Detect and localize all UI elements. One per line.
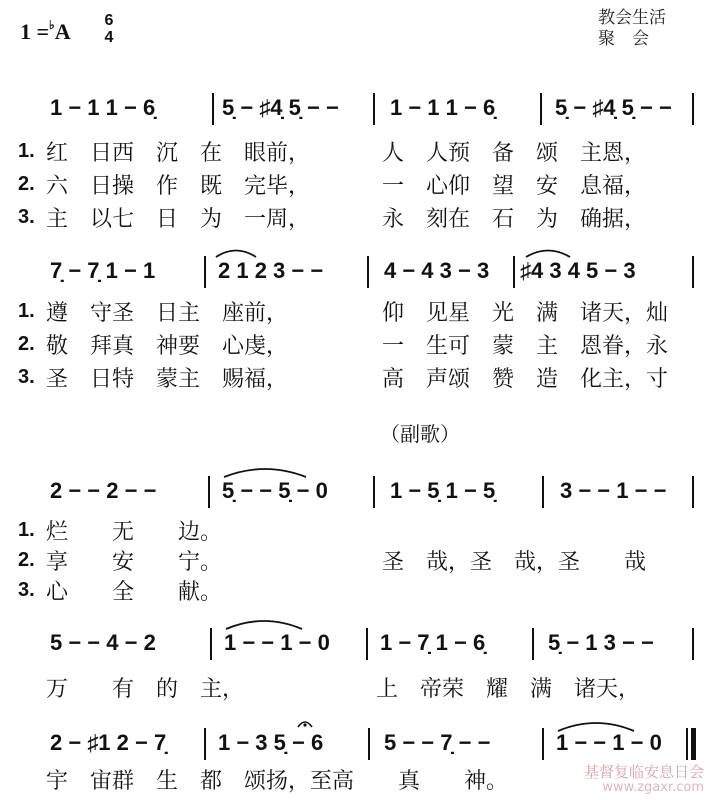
barline	[212, 93, 214, 125]
notes-row-4-m1: 5 − − 4 − 2	[50, 630, 156, 655]
barline	[542, 728, 544, 760]
barline	[373, 93, 375, 125]
chorus-lyric-line: 宇 宙群 生 都 颂扬，至高 真 神。	[46, 769, 509, 794]
notes-row-3-m1: 2 − − 2 − −	[50, 478, 157, 503]
notes-row-5-m1: 2 − ♯1 2 − 7̣	[50, 730, 167, 755]
barline	[366, 628, 368, 660]
barline	[210, 628, 212, 660]
barline	[208, 476, 210, 508]
barline	[692, 256, 694, 288]
barline	[692, 628, 694, 660]
lyric-line: 享 安 宁。	[46, 550, 223, 575]
notes-row-1-m4: 5̣ − ♯4̣ 5̣ − −	[555, 95, 672, 120]
fermata-icon	[296, 716, 314, 728]
notes-row-2-m1: 7̣ − 7̣ 1 − 1	[50, 258, 156, 283]
chorus-lyric-line: 上 帝荣 耀 满 诸天，	[376, 677, 641, 702]
lyric-line: 敬 拜真 神要 心虔，	[46, 334, 289, 359]
notes-row-2-m4: ♯4 3 4 5 − 3	[520, 258, 636, 283]
barline	[692, 93, 694, 125]
notes-row-1-m3: 1 − 1 1 − 6̣	[390, 95, 496, 120]
barline	[367, 256, 369, 288]
lyric-line: 人 人预 备 颂 主恩，	[382, 141, 647, 166]
source-label: 教会生活 聚 会	[598, 8, 666, 49]
lyric-line: 一 心仰 望 安 息福，	[382, 174, 647, 199]
verse-number: 1.	[18, 140, 35, 162]
lyric-line: 仰 见星 光 满 诸天，灿	[382, 301, 669, 326]
barline	[204, 728, 206, 760]
barline	[373, 476, 375, 508]
final-barline-thin	[686, 728, 688, 760]
notes-row-5-m2: 1 − 3 5̣ − 6	[218, 730, 324, 755]
barline	[540, 93, 542, 125]
notes-row-5-m4: 1 − − 1 − 0	[556, 730, 662, 755]
notes-row-1-m1: 1 − 1 1 − 6̣	[50, 95, 156, 120]
slur	[524, 246, 572, 258]
verse-number: 2.	[18, 333, 35, 355]
watermark: 基督复临安息日会 www.zgaxr.com	[583, 763, 704, 795]
verse-number: 3.	[18, 366, 35, 388]
lyric-line: 永 刻在 石 为 确据，	[382, 207, 647, 232]
slur	[214, 246, 258, 258]
lyric-line: 主 以七 日 为 一周，	[46, 207, 311, 232]
tie	[222, 464, 308, 478]
barline	[532, 628, 534, 660]
chorus-lyric-line: 万 有 的 主，	[46, 677, 245, 702]
notes-row-4-m3: 1 − 7̣ 1 − 6̣	[380, 630, 486, 655]
barline	[204, 256, 206, 288]
notes-row-4-m2: 1 − − 1 − 0	[224, 630, 330, 655]
barline	[513, 256, 515, 288]
verse-number: 2.	[18, 173, 35, 195]
tie	[224, 616, 304, 630]
notes-row-2-m2: 2 1 2 3 − −	[218, 258, 324, 283]
notes-row-1-m2: 5̣ − ♯4̣ 5̣ − −	[222, 95, 339, 120]
lyric-line: 高 声颂 赞 造 化主，寸	[382, 367, 669, 392]
lyric-line: 红 日西 沉 在 眼前，	[46, 141, 311, 166]
notes-row-3-m4: 3 − − 1 − −	[560, 478, 667, 503]
verse-number: 1.	[18, 519, 35, 541]
lyric-line: 烂 无 边。	[46, 520, 223, 545]
verse-number: 3.	[18, 579, 35, 601]
notes-row-4-m4: 5̣ − 1 3 − −	[548, 630, 654, 655]
verse-number: 1.	[18, 300, 35, 322]
lyric-line: 圣 日特 蒙主 赐福，	[46, 367, 289, 392]
notes-row-2-m3: 4 − 4 3 − 3	[384, 258, 490, 283]
chorus-lyric-line: 圣 哉，圣 哉，圣 哉	[382, 550, 647, 575]
tie	[556, 718, 636, 732]
chorus-label: （副歌）	[380, 422, 460, 446]
notes-row-5-m3: 5 − − 7̣ − −	[384, 730, 491, 755]
lyric-line: 心 全 献。	[46, 580, 223, 605]
notes-row-3-m2: 5̣ − − 5̣ − 0	[222, 478, 328, 503]
verse-number: 3.	[18, 206, 35, 228]
lyric-line: 遵 守圣 日主 座前，	[46, 301, 289, 326]
final-barline-thick	[691, 728, 696, 760]
verse-number: 2.	[18, 549, 35, 571]
notes-row-3-m3: 1 − 5̣ 1 − 5̣	[390, 478, 496, 503]
time-signature: 6 4	[104, 12, 114, 46]
barline	[542, 476, 544, 508]
barline	[368, 728, 370, 760]
barline	[692, 476, 694, 508]
lyric-line: 六 日操 作 既 完毕，	[46, 174, 311, 199]
lyric-line: 一 生可 蒙 主 恩眷，永	[382, 334, 669, 359]
key-signature: 1 =♭A	[20, 18, 71, 44]
